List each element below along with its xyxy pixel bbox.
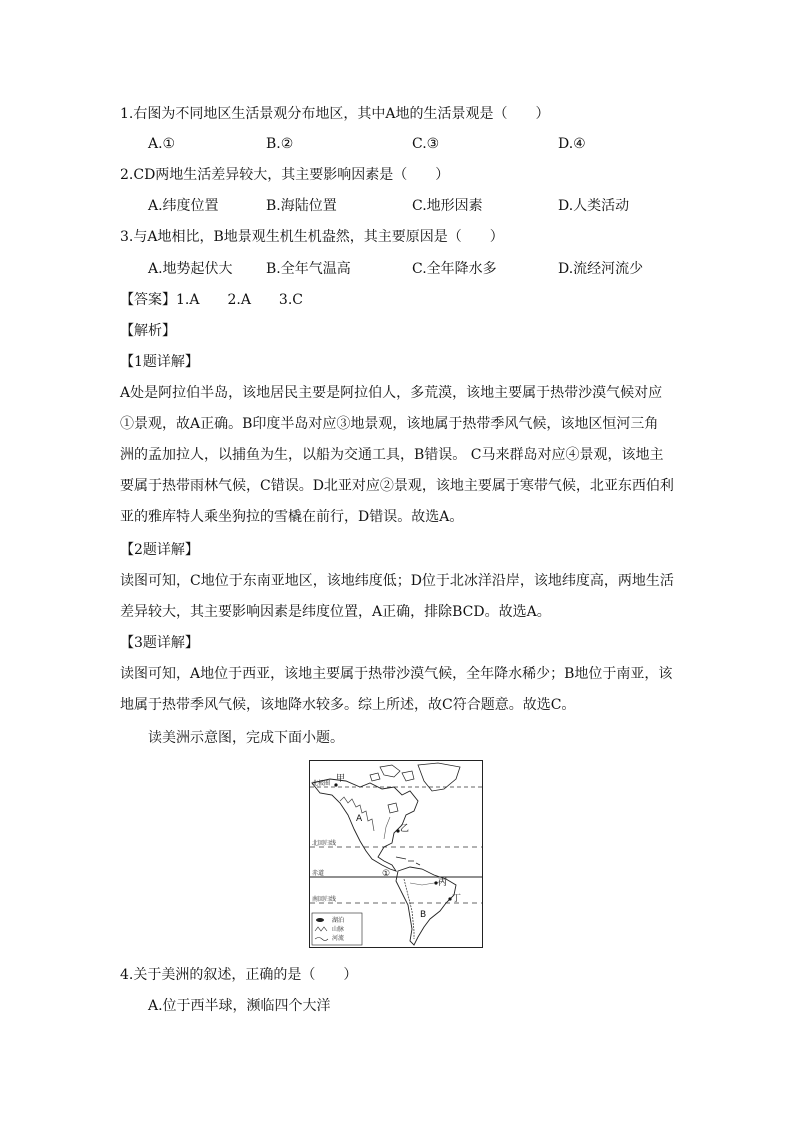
tropic-of-cancer-label: 北回归线 — [312, 840, 337, 847]
detail-1-line: 亚的雅库特人乘坐狗拉的雪橇在前行，D错误。故选A。 — [120, 509, 464, 525]
mississippi-river — [384, 817, 390, 839]
arctic-circle-label: 北极圈 — [312, 780, 331, 787]
question-3-option-c: C.全年降水多 — [412, 261, 497, 277]
caribbean-islands — [396, 857, 420, 865]
detail-1-line: 洲的孟加拉人，以捕鱼为生，以船为交通工具，B错误。 C马来群岛对应④景观，该地主 — [120, 447, 664, 463]
point-jia-label: 甲 — [336, 774, 346, 784]
detail-1-line: A处是阿拉伯半岛，该地居民主要是阿拉伯人，多荒漠，该地主要属于热带沙漠气候对应 — [120, 385, 663, 401]
question-1-option-b: B.② — [266, 136, 294, 152]
point-ding-label: 丁 — [452, 894, 462, 904]
point-1-label: ① — [382, 869, 391, 879]
detail-2-body — [120, 566, 680, 628]
legend-river-label: 河流 — [332, 935, 345, 942]
question-1-option-c: C.③ — [412, 136, 440, 152]
answer-line: 【答案】1.A 2.A 3.C — [120, 292, 304, 308]
question-3-option-b: B.全年气温高 — [266, 261, 351, 277]
question-2-option-a: A.纬度位置 — [148, 198, 219, 214]
question-1-stem: 1.右图为不同地区生活景观分布地区，其中A地的生活景观是（ ） — [120, 106, 550, 122]
question-3-option-a: A.地势起伏大 — [148, 261, 233, 277]
detail-1-heading: 【1题详解】 — [120, 354, 199, 370]
americas-map — [309, 760, 483, 948]
detail-1-line: 要属于热带雨林气候，C错误。D北亚对应②景观，该地主要属于寒带气候，北亚东西伯利 — [120, 478, 674, 494]
question-2-option-b: B.海陆位置 — [266, 198, 337, 214]
detail-3-line: 地属于热带季风气候，该地降水较多。综上所述，故C符合题意。故选C。 — [120, 697, 576, 713]
hudson-bay — [388, 803, 398, 813]
map-intro: 读美洲示意图，完成下面小题。 — [148, 730, 344, 746]
analysis-heading: 【解析】 — [120, 323, 176, 339]
question-2-option-c: C.地形因素 — [412, 198, 483, 214]
question-2-stem: 2.CD两地生活差异较大，其主要影响因素是（ ） — [120, 167, 450, 183]
question-4-stem: 4.关于美洲的叙述，正确的是（ ） — [120, 967, 358, 983]
arctic-islands — [370, 765, 414, 781]
americas-map-drawing — [310, 761, 482, 947]
detail-3-line: 读图可知，A地位于西亚，该地主要属于热带沙漠气候，全年降水稀少；B地位于南亚，该 — [120, 666, 673, 682]
question-2-option-d: D.人类活动 — [558, 198, 630, 214]
tropic-of-capricorn-label: 南回归线 — [312, 896, 337, 903]
question-4-option-a: A.位于西半球，濒临四个大洋 — [148, 998, 331, 1014]
point-bing-label: 丙 — [438, 878, 448, 888]
legend-lake-label: 湖泊 — [332, 917, 345, 924]
question-1-option-d: D.④ — [558, 136, 586, 152]
detail-3-heading: 【3题详解】 — [120, 635, 199, 651]
detail-1-body — [120, 378, 680, 533]
point-a-label: A — [356, 814, 363, 824]
detail-2-line: 差异较大，其主要影响因素是纬度位置，A正确，排除BCD。故选A。 — [120, 604, 551, 620]
point-b-label: B — [420, 910, 427, 920]
point-yi-label: 乙 — [400, 824, 410, 834]
detail-1-line: ①景观，故A正确。B印度半岛对应③地景观，该地属于热带季风气候，该地区恒河三角 — [120, 416, 659, 432]
question-3-option-d: D.流经河流少 — [558, 261, 644, 277]
legend-mountain-label: 山脉 — [332, 926, 345, 933]
equator-label: 赤道 — [312, 870, 325, 877]
detail-2-line: 读图可知，C地位于东南亚地区，该地纬度低；D位于北冰洋沿岸，该地纬度高，两地生活 — [120, 573, 674, 589]
question-3-stem: 3.与A地相比，B地景观生机生机盎然，其主要原因是（ ） — [120, 229, 504, 245]
detail-3-body — [120, 659, 680, 721]
detail-2-heading: 【2题详解】 — [120, 542, 199, 558]
lake-legend-icon — [316, 918, 324, 922]
question-1-option-a: A.① — [148, 136, 176, 152]
